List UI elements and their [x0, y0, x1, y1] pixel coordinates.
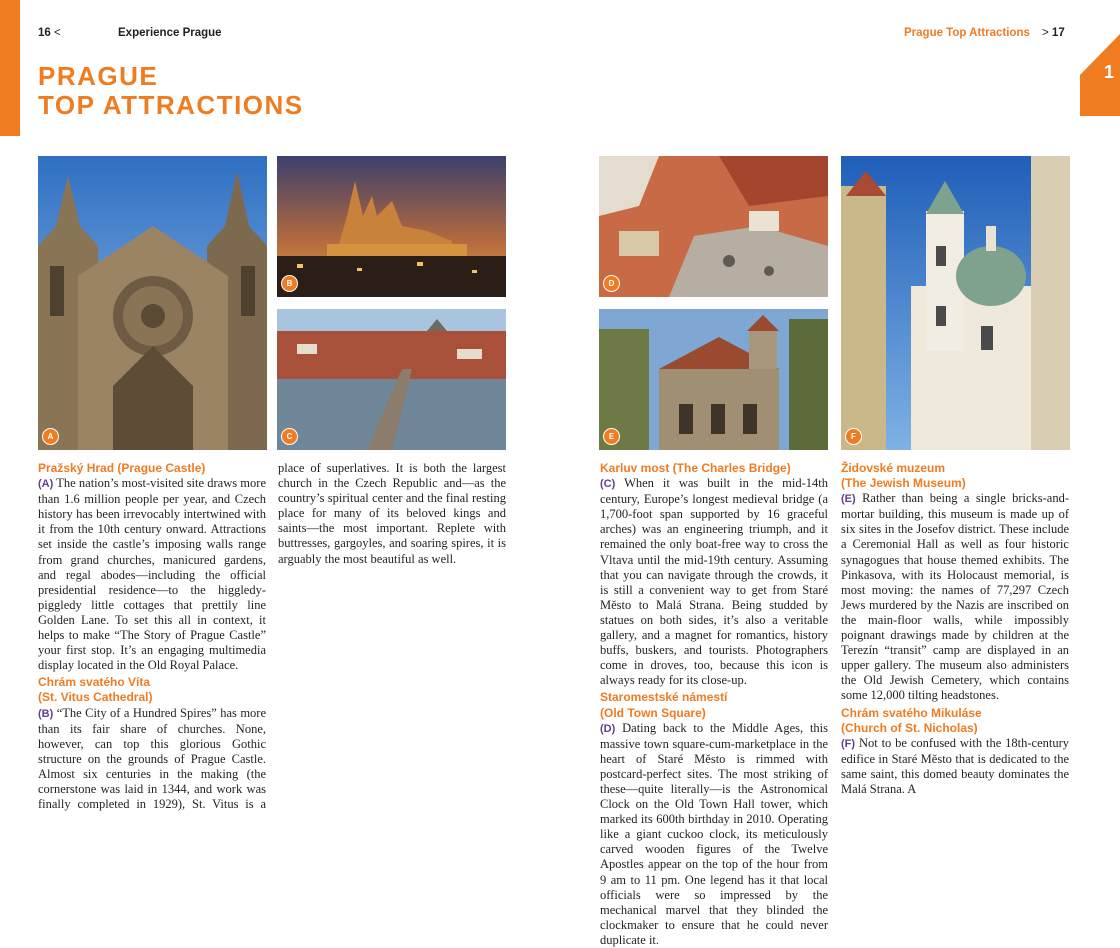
photo-old-town-square [599, 156, 828, 297]
photo-label-f: F [845, 428, 862, 445]
heading-jewish-museum: Židovské muzeum (The Jewish Museum) [841, 461, 966, 491]
photo-charles-bridge [277, 309, 506, 450]
body-old-town-square: (D) Dating back to the Middle Ages, this massive town square-cum-marketplace in the heart of Staré Město is rimmed with postcard-perfect sites. The most striking of these—quite literally—is the Astronomical Clock on the Old Town Hall tower, which marked its 600th birthday in 2010. Operating like a giant cuckoo clock, its meticulously carved wooden figures of the Twelve Apostles appear on the top of the hour from 9 am to 11 pm. One legend has it that local officials were so impressed by the mechanical marvel that they blinded the clockmaker to ensure that he could never duplicate it. [600, 720, 829, 947]
photo-jewish-museum [599, 309, 828, 450]
photo-st-vitus-facade [38, 156, 267, 450]
photo-label-e: E [603, 428, 620, 445]
page-title: PRAGUE TOP ATTRACTIONS [38, 61, 304, 120]
left-running-head: Experience Prague [118, 27, 222, 39]
heading-prague-castle: Pražský Hrad (Prague Castle) [38, 461, 206, 475]
heading-st-nicholas: Chrám svatého Mikuláse (Church of St. Nicholas) [841, 705, 982, 735]
right-page-number: > 17 [1042, 27, 1065, 39]
body-prague-castle: (A) The nation’s most-visited site draws more than 1.6 million people per year, and Czech history has been irrevocably intertwined with it from the 10th century onward. Attractions set inside the castle’s imposing walls range from grand churches, manicured gardens, and regal abodes—including the official presidential residence—to the higgledy-piggledy little cottages that prettily line Golden Lane. To set this all in context, it helps to make “The Story of Prague Castle” your first stop. It’s an engaging multimedia display located in the Old Royal Palace. [38, 476, 266, 673]
photo-label-b: B [281, 275, 298, 292]
heading-old-town-square: Staromestské námestí (Old Town Square) [600, 690, 728, 720]
heading-st-vitus: Chrám svatého Víta (St. Vitus Cathedral) [38, 675, 153, 705]
chapter-number: 1 [1103, 62, 1114, 82]
left-page-number: 16 < [38, 27, 61, 39]
body-jewish-museum: (E) Rather than being a single bricks-and-mortar building, this museum is made up of six sites in the Josefov district. These include a Ceremonial Hall as well as four historic synagogues that house themed exhibits. The Pinkasova, with its Holocaust memorial, is most moving: the names of 77,297 Czech Jews murdered by the Nazis are inscribed on the main-floor walls, while impossibly poignant drawings made by children at the Terezín “transit” camp are displayed in an upper gallery. The museum also administers the Old Jewish Cemetery, which contains some 12,000 tilting headstones. [841, 491, 1069, 703]
text-column-3 [600, 461, 829, 947]
photo-label-a: A [42, 428, 59, 445]
right-running-head: Prague Top Attractions [904, 27, 1030, 39]
photo-label-d: D [603, 275, 620, 292]
photo-st-nicholas [841, 156, 1070, 450]
chapter-tab [1080, 34, 1120, 116]
text-column-1 [38, 461, 506, 821]
photo-label-c: C [281, 428, 298, 445]
heading-charles-bridge: Karluv most (The Charles Bridge) [600, 461, 791, 475]
body-st-nicholas: (F) Not to be confused with the 18th-century edifice in Staré Město that is dedicated to the same saint, this domed beauty dominates the Malá Strana. A [841, 735, 1069, 796]
left-edge-tab [0, 0, 20, 136]
photo-castle-dusk [277, 156, 506, 297]
body-st-vitus: (B) “The City of a Hundred Spires” has more than its fair share of churches. None, however, can top this glorious Gothic structure on the grounds of Prague Castle. Almost six centuries in the making (the cornerstone was laid in 1344, and work was finally completed in 1929), St. Vitus is a place of superlatives. It is both the largest church in the Czech Republic and—as the country’s spiritual center and the final resting place for many of its beloved kings and saints—the most important. Replete with buttresses, gargoyles, and soaring spires, it is arguably the most beautiful as well. [38, 461, 506, 812]
body-charles-bridge: (C) When it was built in the mid-14th century, Europe’s longest medieval bridge (a 1,700-foot span supported by 16 graceful arches) was an engineering triumph, and it remained the only boat-free way to cross the Vltava until the mid-19th century. Assuming that you can navigate through the crowds, it is still a convenient way to get from Staré Město to Malá Strana. Being studded by statues on both sides, it’s also a veritable gallery, and a magnet for romantics, history buffs, buskers, and tourists. Photographers come in droves, too, because this icon is always ready for its close-up. [600, 476, 828, 688]
text-column-4 [841, 461, 1069, 797]
